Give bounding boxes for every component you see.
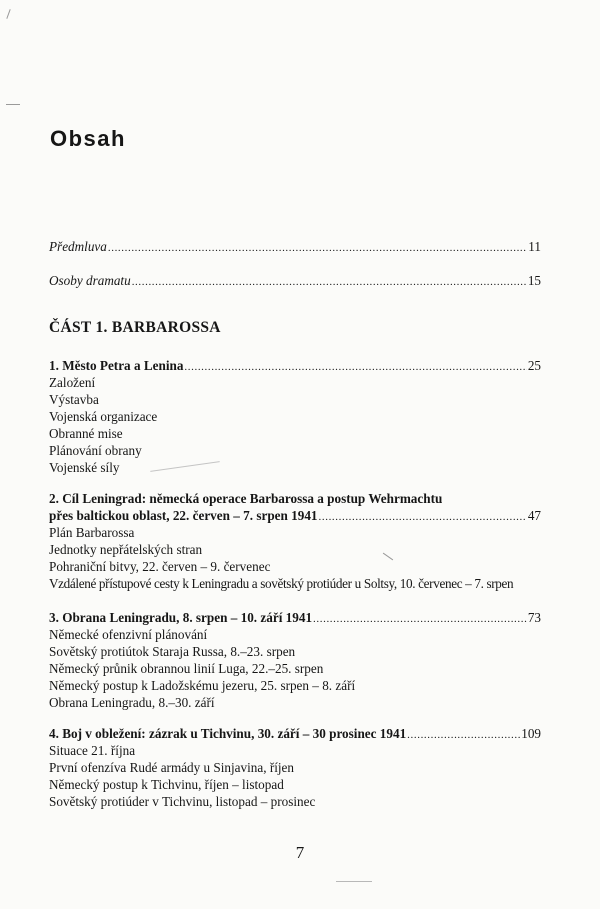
scan-speck (6, 9, 10, 19)
subsection: Situace 21. října (49, 743, 136, 758)
dot-leader (319, 509, 527, 526)
dot-leader (313, 611, 527, 628)
toc-label: Osoby dramatu (49, 273, 131, 288)
subsection: Německé ofenzivní plánování (49, 627, 208, 642)
subsection: Pohraniční bitvy, 22. červen – 9. červenec (49, 559, 271, 574)
page-title: Obsah (50, 126, 126, 151)
chapter-page: 73 (527, 610, 541, 625)
dot-leader (108, 240, 527, 257)
chapter-title-cont: přes baltickou oblast, 22. červen – 7. srpen 1941 (49, 508, 318, 523)
chapter-title: 2. Cíl Leningrad: německá operace Barbarossa a postup Wehrmachtu (49, 491, 443, 506)
subsection: Vojenské síly (49, 460, 120, 475)
toc-front-2 (49, 272, 541, 289)
subsection: Vojenská organizace (49, 409, 158, 424)
subsection: Německý průnik obrannou linií Luga, 22.–25. srpen (49, 661, 324, 676)
toc-front-1 (49, 238, 541, 255)
scan-speck (6, 104, 20, 105)
subsection: Plánování obrany (49, 443, 142, 458)
chapter-title: 4. Boj v obležení: zázrak u Tichvinu, 30. září – 30 prosinec 1941 (49, 726, 407, 741)
scan-speck (336, 881, 372, 882)
subsection: První ofenzíva Rudé armády u Sinjavina, říjen (49, 760, 295, 775)
subsection: Sovětský protiúder v Tichvinu, listopad – prosinec (49, 794, 316, 809)
subsection: Německý postup k Tichvinu, říjen – listopad (49, 777, 284, 792)
chapter-title: 3. Obrana Leningradu, 8. srpen – 10. září 1941 (49, 610, 313, 625)
toc-chapter-4 (49, 725, 541, 810)
subsection: Výstavba (49, 392, 99, 407)
subsection: Založení (49, 375, 96, 390)
subsection: Vzdálené přístupové cesty k Leningradu a sovětský protiúder u Soltsy, 10. červenec – 7. srpen (49, 576, 514, 591)
chapter-page: 109 (521, 726, 541, 741)
chapter-page: 47 (527, 508, 541, 523)
dot-leader (184, 359, 526, 376)
chapter-page: 25 (527, 358, 541, 373)
toc-chapter-1 (49, 357, 541, 476)
toc-page: 11 (528, 239, 541, 254)
toc-label: Předmluva (49, 239, 107, 254)
subsection: Plán Barbarossa (49, 525, 135, 540)
subsection: Jednotky nepřátelských stran (49, 542, 203, 557)
part-title: ČÁST 1. BARBAROSSA (49, 319, 221, 336)
subsection: Německý postup k Ladožskému jezeru, 25. srpen – 8. září (49, 678, 356, 693)
page-number: 7 (295, 843, 305, 862)
chapter-title: 1. Město Petra a Lenina (49, 358, 184, 373)
toc-chapter-2 (49, 490, 541, 592)
subsection: Sovětský protiútok Staraja Russa, 8.–23. srpen (49, 644, 296, 659)
toc-page: 15 (527, 273, 541, 288)
dot-leader (407, 727, 520, 744)
dot-leader (132, 274, 527, 291)
subsection: Obranné mise (49, 426, 123, 441)
toc-chapter-3 (49, 609, 541, 711)
subsection: Obrana Leningradu, 8.–30. září (49, 695, 215, 710)
